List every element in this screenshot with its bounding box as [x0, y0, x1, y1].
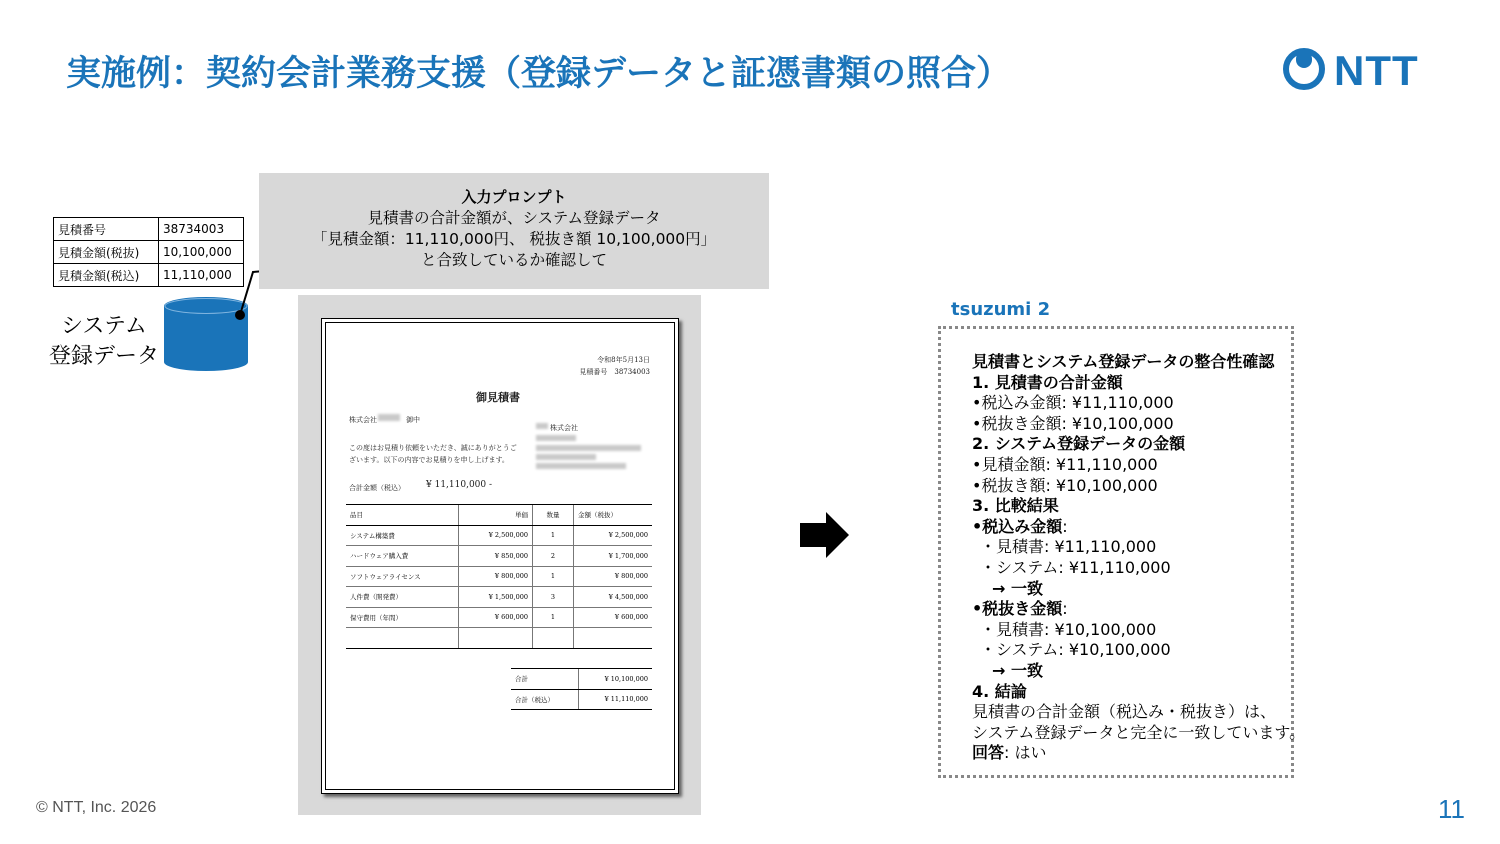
prompt-line: 「見積金額：11,110,000円、 税抜き額 10,100,000円」: [311, 230, 717, 248]
item-qty: 1: [533, 607, 574, 628]
item-qty: 1: [533, 525, 574, 546]
output-label: •税込み金額: [972, 516, 1063, 536]
item-name: 人件費（開発費）: [346, 587, 459, 608]
output-line: [972, 517, 1305, 538]
registry-key: 見積金額(税込): [54, 264, 159, 287]
prompt-line: と合致しているか確認して: [420, 251, 607, 269]
redacted-issuer: [536, 423, 548, 429]
item-name: ハードウェア購入費: [346, 546, 459, 567]
doc-total-value: ¥ 11,110,000 -: [426, 480, 493, 490]
item-price: ¥ 800,000: [459, 566, 533, 587]
doc-quote-number: 見積番号 38734003: [579, 368, 650, 376]
output-line: ・システム: ¥10,100,000: [980, 640, 1171, 660]
grand-total-value: ¥ 11,110,000: [578, 689, 652, 710]
output-section: 3. 比較結果: [972, 496, 1059, 516]
item-price: ¥ 2,500,000: [459, 525, 533, 546]
redacted-name: [378, 414, 400, 421]
doc-greeting: ざいます。以下の内容でお見積りを申し上げます。: [349, 456, 509, 464]
ntt-logo-mark-icon: [1282, 45, 1330, 93]
grand-total-label: 合計（税込）: [511, 689, 578, 710]
redacted-address: [536, 454, 596, 460]
output-section: 1. 見積書の合計金額: [972, 372, 1123, 392]
output-line: •税込み金額: ¥11,110,000: [972, 393, 1174, 413]
logo-text: NTT: [1334, 47, 1419, 94]
doc-issuer: 株式会社: [550, 424, 578, 432]
doc-recipient-suffix: 御中: [406, 416, 420, 424]
output-label: •税抜き金額: [972, 599, 1063, 619]
item-qty: 3: [533, 587, 574, 608]
output-line: •税抜き額: ¥10,100,000: [972, 475, 1158, 495]
item-name: 保守費用（年間）: [346, 607, 459, 628]
doc-heading: 御見積書: [476, 391, 520, 404]
registry-value: 11,110,000: [159, 264, 244, 287]
registry-key: 見積番号: [54, 218, 159, 241]
prompt-heading: 入力プロンプト: [461, 188, 567, 206]
doc-greeting: この度はお見積り依頼をいただき、誠にありがとうご: [349, 444, 517, 452]
system-data-label: [44, 312, 164, 372]
column-header: 金額（税抜）: [574, 505, 653, 526]
output-line: ・見積書: ¥11,110,000: [980, 537, 1157, 557]
subtotal-value: ¥ 10,100,000: [578, 669, 652, 690]
item-price: ¥ 850,000: [459, 546, 533, 567]
output-colon: :: [1062, 516, 1068, 536]
table-header-row: [346, 505, 652, 526]
items-table: [346, 504, 652, 649]
output-line: → 一致: [992, 578, 1043, 598]
model-label: tsuzumi 2: [951, 299, 1051, 320]
table-row: [511, 689, 652, 710]
doc-date: 令和8年5月13日: [597, 356, 650, 364]
redacted-address: [536, 435, 576, 441]
item-name: ソフトウェアライセンス: [346, 566, 459, 587]
registry-key: 見積金額(税抜): [54, 241, 159, 264]
registry-value: 38734003: [159, 218, 244, 241]
quotation-document: [321, 318, 679, 794]
document-border: [325, 322, 675, 790]
item-name: システム構築費: [346, 525, 459, 546]
item-amount: ¥ 600,000: [574, 607, 653, 628]
input-prompt-box: [259, 173, 769, 289]
item-price: ¥ 600,000: [459, 607, 533, 628]
label-line: 登録データ: [48, 344, 159, 369]
doc-total-label: 合計金額（税込）: [349, 484, 405, 492]
subtotal-label: 合計: [511, 669, 578, 690]
output-section: 2. システム登録データの金額: [972, 434, 1186, 454]
output-line: [972, 599, 1305, 620]
arrow-right-icon: [798, 511, 852, 559]
output-section: 4. 結論: [972, 681, 1027, 701]
ntt-logo: [1282, 45, 1442, 93]
answer-value: : はい: [1004, 743, 1047, 763]
table-row: [346, 546, 652, 567]
item-amount: ¥ 4,500,000: [574, 587, 653, 608]
output-heading: 見積書とシステム登録データの整合性確認: [972, 352, 1275, 371]
copyright-footer: © NTT, Inc. 2026: [36, 799, 157, 816]
item-amount: ¥ 2,500,000: [574, 525, 653, 546]
doc-recipient-prefix: 株式会社: [349, 416, 377, 424]
page-number: 11: [1438, 794, 1465, 824]
redacted-address: [536, 445, 641, 451]
column-header: 数量: [533, 505, 574, 526]
totals-table: [511, 668, 652, 710]
answer-label: 回答: [972, 743, 1005, 763]
output-line: •税抜き金額: ¥10,100,000: [972, 413, 1174, 433]
item-amount: ¥ 1,700,000: [574, 546, 653, 567]
column-header: 単価: [459, 505, 533, 526]
table-row: [346, 607, 652, 628]
table-row: [346, 525, 652, 546]
table-row: [511, 669, 652, 690]
output-line: ・システム: ¥11,110,000: [980, 557, 1171, 577]
output-line: •見積金額: ¥11,110,000: [972, 454, 1158, 474]
output-line: [972, 743, 1305, 764]
item-amount: ¥ 800,000: [574, 566, 653, 587]
model-output-box: [938, 326, 1306, 778]
item-qty: 1: [533, 566, 574, 587]
output-line: 見積書の合計金額（税込み・税抜き）は、: [972, 702, 1277, 722]
redacted-address: [536, 463, 626, 469]
table-row-empty: [346, 628, 652, 649]
model-output-text: [972, 352, 1305, 764]
output-line: → 一致: [992, 660, 1043, 680]
page-title: 実施例：契約会計業務支援（登録データと証憑書類の照合）: [66, 54, 1012, 94]
output-colon: :: [1062, 599, 1068, 619]
output-line: システム登録データと完全に一致しています。: [972, 722, 1306, 742]
table-row: [346, 587, 652, 608]
output-line: ・見積書: ¥10,100,000: [980, 619, 1157, 639]
label-line: システム: [61, 314, 147, 339]
prompt-line: 見積書の合計金額が、システム登録データ: [367, 209, 661, 227]
table-row: [346, 566, 652, 587]
item-price: ¥ 1,500,000: [459, 587, 533, 608]
registry-value: 10,100,000: [159, 241, 244, 264]
table-row: [54, 218, 244, 241]
item-qty: 2: [533, 546, 574, 567]
column-header: 品目: [346, 505, 459, 526]
